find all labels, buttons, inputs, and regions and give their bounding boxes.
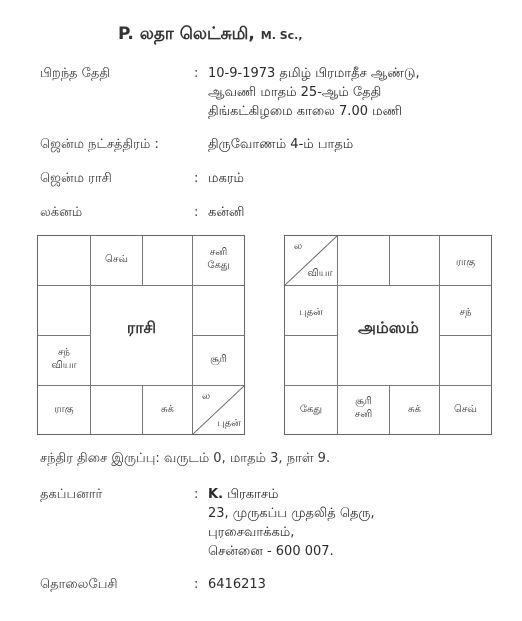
rasi-cell-left-2: [38, 346, 90, 372]
birth-date-line: 10-9-1973 தமிழ் பிரமாதீச ஆண்டு,: [208, 66, 420, 81]
colon: :: [194, 205, 199, 220]
lagnam-value: கன்னி: [208, 205, 245, 220]
lagnam-label: லக்னம்: [40, 205, 83, 220]
planet-label: சனி: [209, 247, 228, 258]
planet-label: சூரி: [355, 396, 372, 407]
father-name: [208, 485, 375, 504]
father-name-text: பிரகாசம்: [227, 487, 279, 502]
birth-date-line: திங்கட்கிழமை காலை 7.00 மணி: [208, 104, 402, 119]
birth-date-value: [208, 64, 420, 121]
person-name: P. லதா லெட்சுமி,: [118, 24, 255, 44]
planet-label: சனி: [354, 409, 373, 420]
colon: :: [194, 577, 199, 592]
rasi-cell-top-1: செவ்: [105, 254, 128, 265]
rasi-cell-right-2: சூரி: [210, 354, 227, 365]
planet-label: கேது: [207, 260, 230, 271]
birth-date-line: ஆவணி மாதம் 25-ஆம் தேதி: [208, 85, 382, 100]
phone-value: 6416213: [208, 577, 266, 592]
amsam-chart: [284, 235, 492, 435]
page-title: [118, 24, 303, 46]
father-label: தகப்பனார்: [40, 487, 103, 502]
address-line: புரசைவாக்கம்,: [208, 525, 295, 540]
birth-star-label: ஜென்ம நட்சத்திரம் :: [40, 137, 159, 152]
birth-rasi-label: ஜென்ம ராசி: [40, 171, 112, 186]
person-degree: M. Sc.,: [260, 29, 303, 42]
amsam-cell-bottom-0: கேது: [299, 404, 323, 415]
amsam-lagna-mark: ல: [293, 241, 303, 252]
amsam-cell-top-0: வியா: [307, 268, 333, 279]
rasi-cell-bottom-0: ராகு: [54, 404, 74, 415]
planet-label: சந்: [58, 347, 70, 358]
rasi-chart-title: ராசி: [126, 318, 157, 337]
amsam-cell-right-1: சந்: [459, 307, 472, 318]
rasi-cell-top-3: [193, 246, 244, 272]
rasi-cell-bottom-2: சுக்: [161, 404, 174, 415]
colon: :: [194, 66, 199, 81]
amsam-cell-bottom-1: [338, 395, 389, 421]
colon: :: [194, 171, 199, 186]
rasi-lagna-mark: ல: [201, 391, 211, 402]
address-line: 23, முருகப்ப முதலித் தெரு,: [208, 506, 375, 521]
amsam-cell-top-3: ராகு: [455, 257, 476, 268]
birth-rasi-value: மகரம்: [208, 171, 244, 186]
birth-star-value: திருவோணம் 4-ம் பாதம்: [208, 137, 354, 152]
colon: :: [194, 487, 199, 502]
phone-label: தொலைபேசி: [40, 577, 118, 592]
amsam-cell-left-1: புதன்: [299, 307, 323, 318]
amsam-cell-bottom-3: செவ்: [454, 404, 477, 415]
amsam-chart-title: அம்ஸம்: [358, 318, 419, 337]
planet-label: வியா: [51, 360, 77, 371]
rasi-cell-bottom-3: புதன்: [217, 418, 241, 429]
father-details: [208, 485, 375, 561]
address-line: சென்னை - 600 007.: [208, 544, 334, 559]
rasi-chart: [37, 235, 245, 435]
amsam-cell-bottom-2: சுக்: [408, 404, 421, 415]
father-initial: K.: [208, 487, 224, 502]
dasa-balance: சந்திர திசை இருப்பு: வருடம் 0, மாதம் 3, நாள் 9.: [40, 451, 331, 466]
birth-date-label: பிறந்த தேதி: [40, 66, 110, 81]
